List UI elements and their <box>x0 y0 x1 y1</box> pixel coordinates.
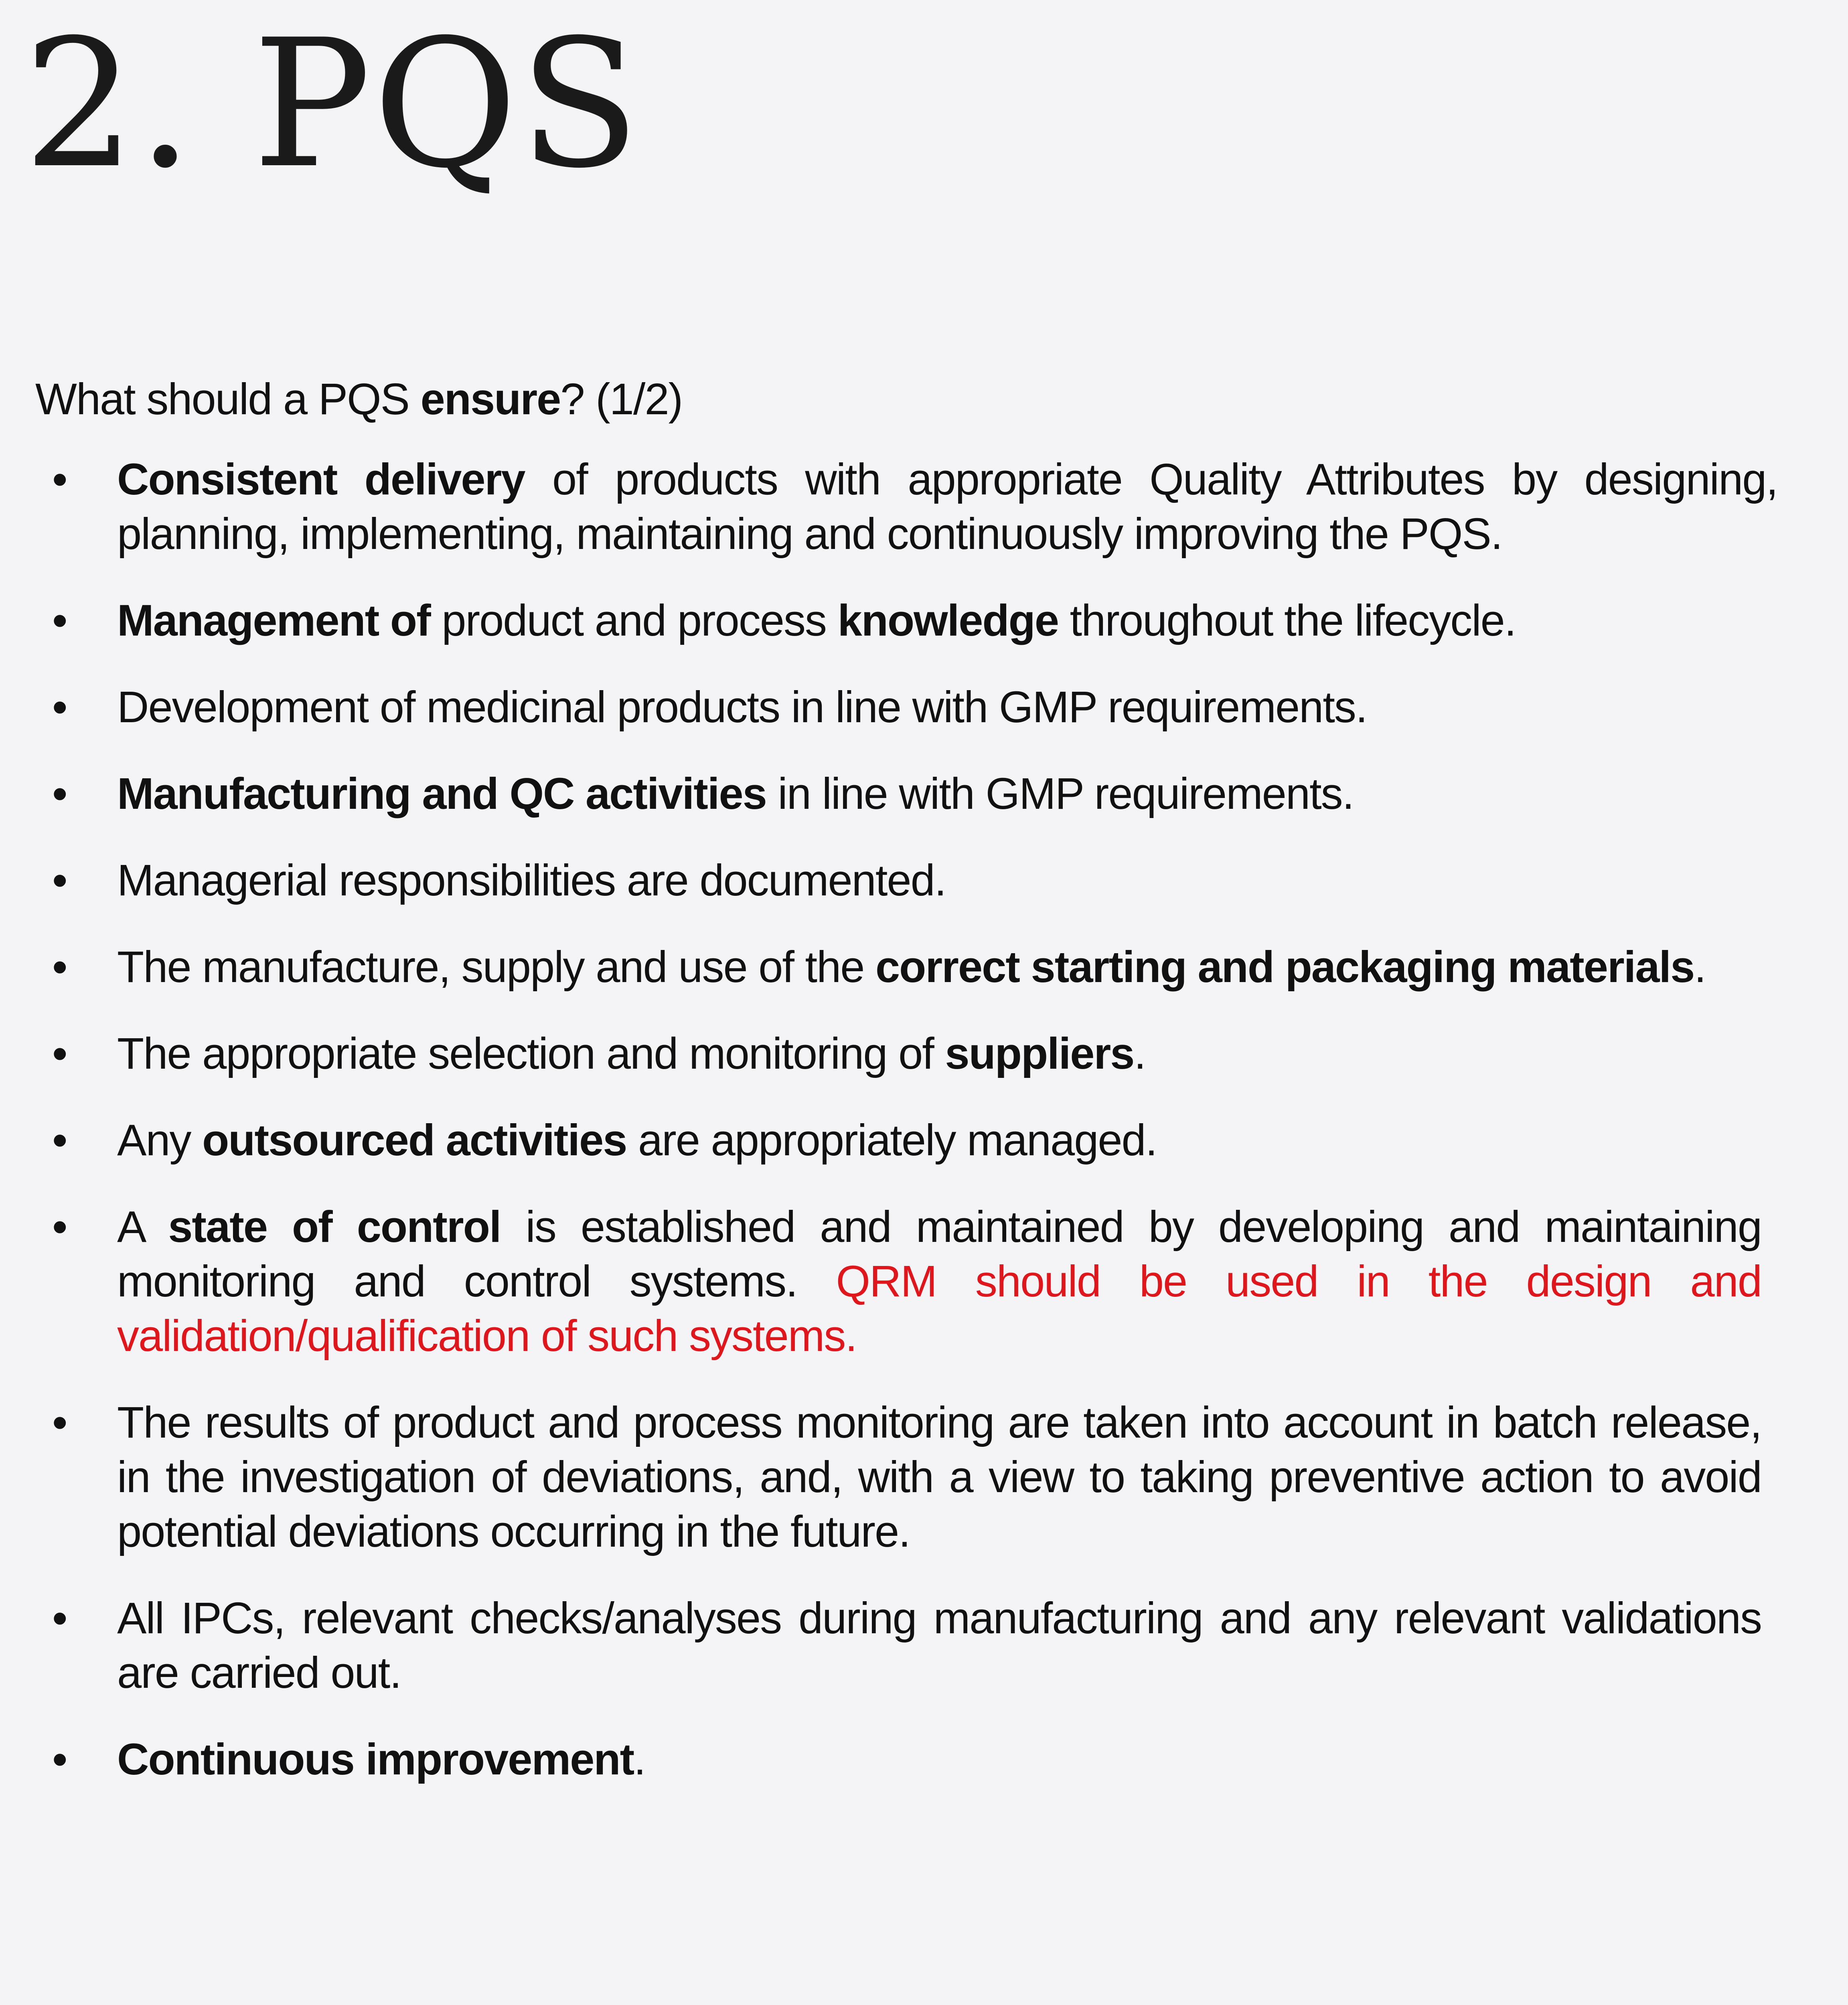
bullet-dot: • <box>52 1735 67 1784</box>
bullet-dot: • <box>52 1202 67 1252</box>
bullet-text: All IPCs, relevant checks/analyses during manufacturing and any relevant validations are carried out. <box>117 1594 1761 1697</box>
bullet-text: product and process <box>430 596 838 645</box>
bullet-text: Any <box>117 1116 203 1165</box>
intro-question <box>35 373 682 426</box>
bullet-item-manufacturing-qc <box>0 767 1761 821</box>
bullet-bold: Continuous improvement <box>117 1735 634 1784</box>
bullet-text: are appropriately managed. <box>626 1116 1157 1165</box>
bullet-item-managerial <box>0 853 1761 908</box>
qrm-highlight-text: QRM should be used in the design and validation/qualification of such systems. <box>117 1257 1761 1361</box>
bullet-text: Managerial responsibilities are documented. <box>117 856 946 905</box>
bullet-bold: knowledge <box>837 596 1059 645</box>
bullet-dot: • <box>52 856 67 905</box>
bullet-dot: • <box>52 596 67 645</box>
bullet-text: . <box>1694 942 1706 992</box>
bullet-item-suppliers <box>0 1027 1761 1081</box>
bullet-text: . <box>634 1735 645 1784</box>
bullet-text: The results of product and process monitoring are taken into account in batch release, in the investigation of deviations, and, with a view to taking preventive action to avoid potential deviations occurring in the future. <box>117 1398 1761 1556</box>
bullet-bold: state of control <box>168 1202 501 1252</box>
bullet-text: in line with GMP requirements. <box>766 769 1354 818</box>
bullet-bold: Manufacturing and QC activities <box>117 769 766 818</box>
bullet-dot: • <box>52 1029 67 1078</box>
intro-bold: ensure <box>420 375 561 424</box>
bullet-bold: Management of <box>117 596 430 645</box>
bullet-bold: correct starting and packaging materials <box>875 942 1694 992</box>
bullet-text: A <box>117 1202 168 1252</box>
intro-text-after: ? (1/2) <box>560 375 683 424</box>
bullet-dot: • <box>52 769 67 818</box>
bullet-text: The manufacture, supply and use of the <box>117 942 875 992</box>
bullet-dot: • <box>52 942 67 992</box>
bullet-text: The appropriate selection and monitoring of <box>117 1029 945 1078</box>
bullet-item-development <box>0 680 1761 735</box>
bullet-text: is established and maintained by developing and maintaining monitoring and control systems. <box>117 1202 1761 1306</box>
bullet-bold: suppliers <box>945 1029 1134 1078</box>
bullet-bold: Consistent delivery <box>117 455 525 504</box>
bullet-item-continuous-improvement <box>0 1732 1761 1787</box>
bullet-item-outsourced <box>0 1113 1761 1168</box>
bullet-dot: • <box>52 1116 67 1165</box>
bullet-list <box>0 452 1848 1819</box>
bullet-text: . <box>1134 1029 1146 1078</box>
bullet-item-consistent-delivery <box>0 452 1777 561</box>
bullet-dot: • <box>52 455 67 504</box>
bullet-item-state-of-control <box>0 1200 1761 1363</box>
bullet-dot: • <box>52 1594 67 1643</box>
bullet-item-materials <box>0 940 1761 994</box>
bullet-item-monitoring-results <box>0 1395 1761 1559</box>
bullet-bold: outsourced activities <box>202 1116 627 1165</box>
bullet-item-knowledge-management <box>0 593 1761 648</box>
bullet-item-ipcs <box>0 1591 1761 1700</box>
slide-title: 2. PQS <box>23 2 642 207</box>
bullet-dot: • <box>52 683 67 732</box>
bullet-text: Development of medicinal products in line with GMP requirements. <box>117 683 1367 732</box>
intro-text-before: What should a PQS <box>35 375 421 424</box>
bullet-text: throughout the lifecycle. <box>1058 596 1516 645</box>
bullet-text: of products with appropriate Quality Attributes by designing, planning, implementing, maintaining and continuously improving the PQS. <box>117 455 1778 559</box>
bullet-dot: • <box>52 1398 67 1447</box>
